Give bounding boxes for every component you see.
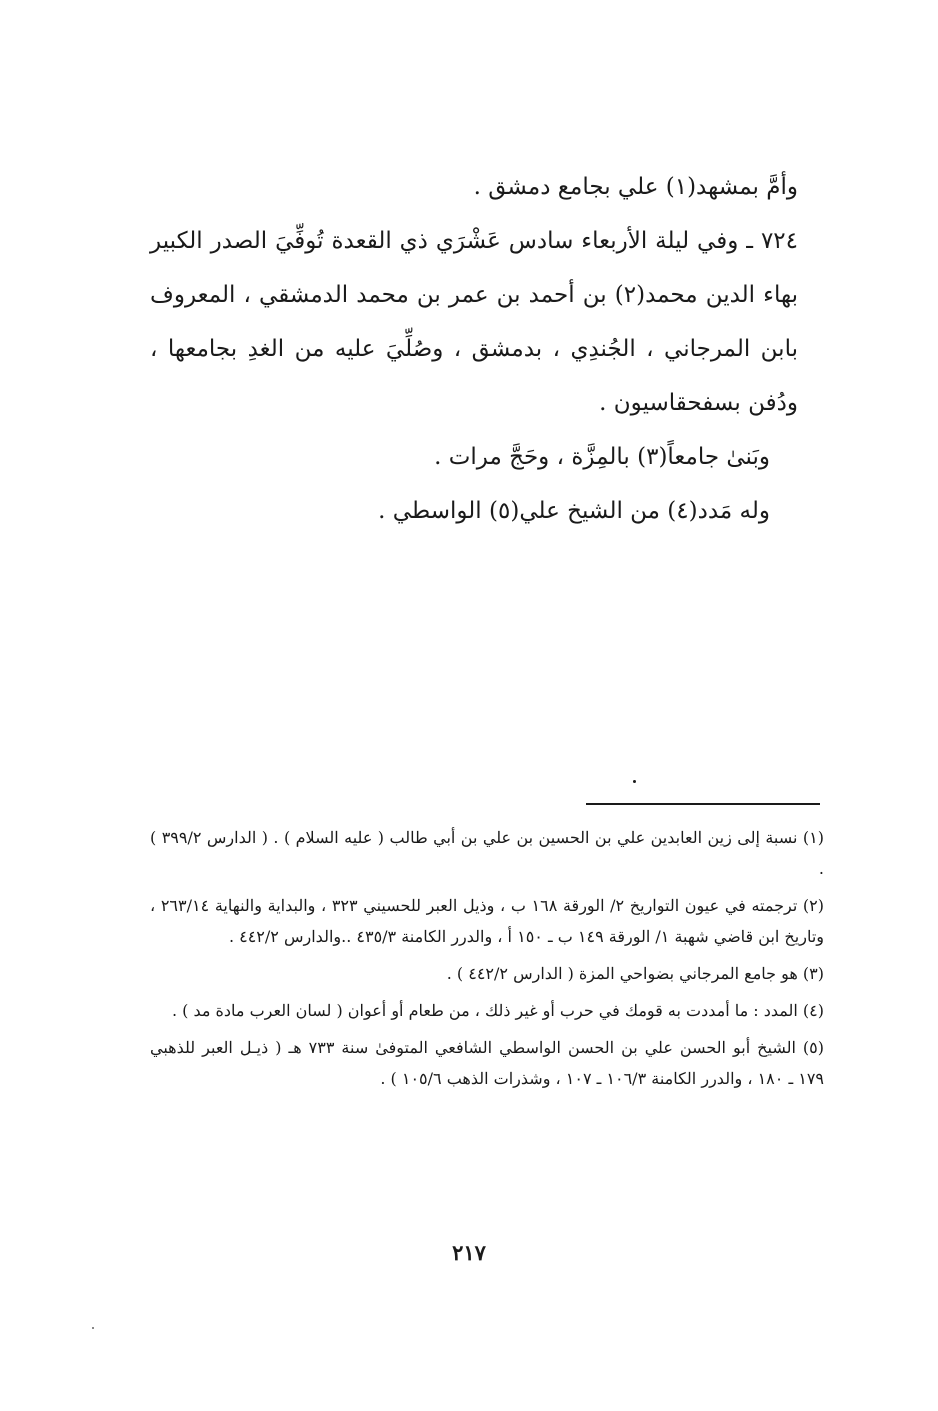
continuation-line: وأمَّ بمشهد(١) علي بجامع دمشق . (473, 174, 798, 200)
footnote-1: (١) نسبة إلى زين العابدين علي بن الحسين بن علي بن أبي طالب ( عليه السلام ) . ( الدارس ٣٩٩/٢ ) . (150, 828, 825, 878)
footnote-4: (٤) المدد : ما أمددت به قومك في حرب أو غير ذلك ، من طعام أو أعوان ( لسان العرب مادة مد ) . (171, 1001, 824, 1020)
entry-724-paragraph: ٧٢٤ ـ وفي ليلة الأربعاء سادس عَشْرَي ذي القعدة تُوفِّيَ الصدر الكبير بهاء الدين محمد(٢) بن أحمد بن عمر بن محمد الدمشقي ، المعروف بابن المرجاني ، الجُندِي ، بدمشق ، وصُلِّيَ عليه من الغدِ بجامعها ، ودُفن بسفحقاسيون . (150, 228, 798, 416)
madad-line: وله مَدد(٤) من الشيخ علي(٥) الواسطي . (378, 498, 770, 524)
footnote-divider (586, 803, 820, 805)
footnote-5: (٥) الشيخ أبو الحسن علي بن الحسن الواسطي الشافعي المتوفىٰ سنة ٧٣٣ هـ ( ذيـل العبر للذهبي ١٧٩ ـ ١٨٠ ، والدرر الكامنة ١٠٦/٣ ـ ١٠٧ ، وشذرات الذهب ١٠٥/٦ ) . (150, 1038, 825, 1088)
scan-speck (92, 1327, 94, 1329)
footnote-3: (٣) هو جامع المرجاني بضواحي المزة ( الدارس ٤٤٢/٢ ) . (446, 964, 824, 983)
ink-dot (633, 780, 636, 783)
mosque-line: وبَنىٰ جامعاً(٣) بالمِزَّة ، وحَجَّ مرات . (434, 444, 770, 470)
main-text (150, 160, 824, 538)
footnotes (150, 822, 824, 1100)
footnote-2: (٢) ترجمته في عيون التواريخ ٢/ الورقة ١٦٨ ب ، وذيل العبر للحسيني ٣٢٣ ، والبداية والنهاية ٢٦٣/١٤ ، وتاريخ ابن قاضي شهبة ١/ الورقة ١٤٩ ب ـ ١٥٠ أ ، والدرر الكامنة ٤٣٥/٣ ..والدارس ٤٤٢/٢ . (150, 896, 824, 946)
page-number: ٢١٧ (452, 1240, 486, 1265)
